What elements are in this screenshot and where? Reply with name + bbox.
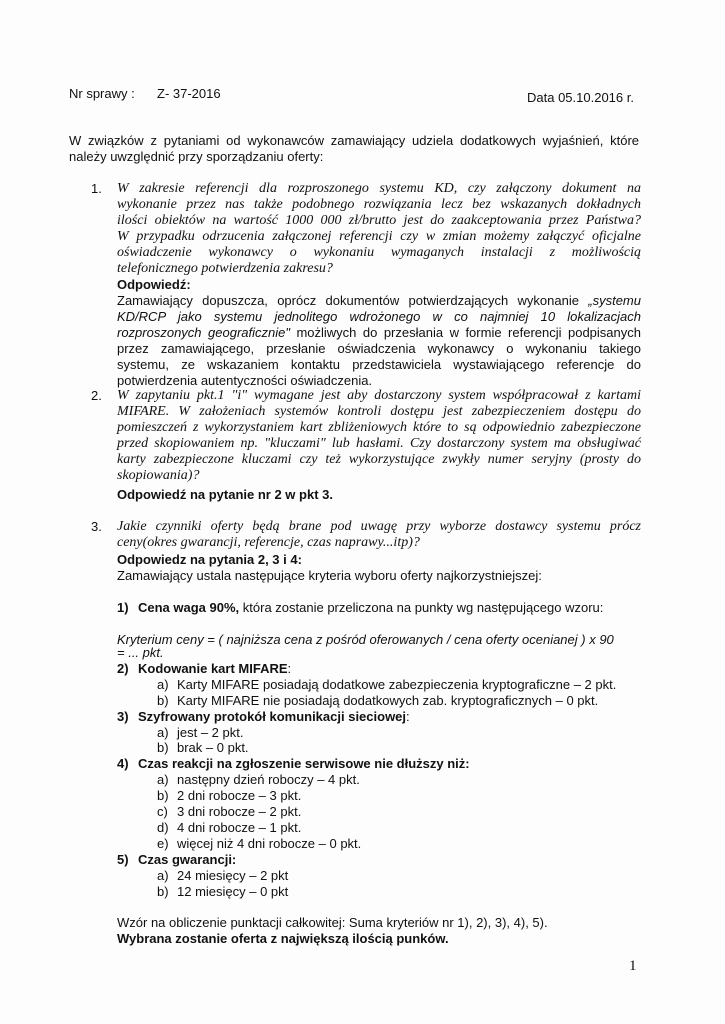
criterion-5-a-letter: a) <box>157 868 169 883</box>
criterion-5-b: 12 miesięcy – 0 pkt <box>177 884 289 899</box>
question-line: Jakie czynniki oferty będą brane pod uwagę przy wyborze dostawcy systemu prócz <box>117 519 641 534</box>
question-1-number: 1. <box>91 181 102 196</box>
answer-line: przez zamawiającego, przesłanie oświadczenia wykonawcy o wykonaniu takiego <box>117 341 641 356</box>
price-formula-line-2: = ... pkt. <box>117 645 164 660</box>
question-line: ilości obiektów na wartość 1000 000 zł/brutto jest do zaakceptowania przez Państwa? <box>117 213 641 228</box>
criterion-2-a: Karty MIFARE posiadają dodatkowe zabezpieczenia kryptograficzne – 2 pkt. <box>177 677 617 692</box>
question-line: skopiowania)? <box>117 468 200 483</box>
answer-line: Zamawiający dopuszcza, oprócz dokumentów potwierdzających wykonanie „systemu <box>117 293 641 308</box>
criterion-1: Cena waga 90%, która zostanie przeliczona na punkty wg następującego wzoru: <box>138 600 604 615</box>
winning-offer-rule: Wybrana zostanie oferta z największą ilością punków. <box>117 931 449 946</box>
intro-line: należy uwzględnić przy sporządzaniu oferty: <box>69 149 324 164</box>
answer-2: Odpowiedź na pytanie nr 2 w pkt 3. <box>117 487 333 502</box>
criterion-4-b-letter: b) <box>157 788 169 803</box>
question-line: pomieszczeń z wykorzystaniem kart zbliżeniowych które to są odpowiednio zabezpieczone <box>117 420 641 435</box>
criterion-4-d: 4 dni robocze – 1 pkt. <box>177 820 302 835</box>
answer-1-label: Odpowiedź: <box>117 277 191 292</box>
criterion-5-number: 5) <box>117 852 129 867</box>
case-number: Z- 37-2016 <box>157 86 221 101</box>
criterion-4-number: 4) <box>117 756 129 771</box>
intro-paragraph <box>69 133 639 165</box>
page-number: 1 <box>629 958 637 974</box>
total-score-formula: Wzór na obliczenie punktacji całkowitej: Suma kryteriów nr 1), 2), 3), 4), 5). <box>117 915 548 930</box>
criterion-4-d-letter: d) <box>157 820 169 835</box>
criterion-4-c-letter: c) <box>157 804 168 819</box>
criterion-2-b: Karty MIFARE nie posiadają dodatkowych zab. kryptograficznych – 0 pkt. <box>177 693 599 708</box>
answer-1 <box>117 277 641 389</box>
question-line: W zakresie referencji dla rozproszonego systemu KD, czy załączony dokument na <box>117 181 641 196</box>
answer-3-label: Odpowiedz na pytania 2, 3 i 4: <box>117 552 302 567</box>
question-line: MIFARE. W założeniach systemów kontroli dostępu jest zabezpieczeniem dostępu do <box>117 404 641 419</box>
question-line: wykonanie przez nas także podobnego rozwiązania lecz bez wskazanych dokładnych <box>117 197 641 212</box>
question-2-number: 2. <box>91 388 102 403</box>
criterion-3-b-letter: b) <box>157 740 169 755</box>
answer-3-intro: Zamawiający ustala następujące kryteria wyboru oferty najkorzystniejszej: <box>117 568 542 583</box>
criterion-4-title: Czas reakcji na zgłoszenie serwisowe nie dłuższy niż: <box>138 756 470 771</box>
question-3-number: 3. <box>91 519 102 534</box>
criterion-5-a: 24 miesięcy – 2 pkt <box>177 868 289 883</box>
case-label: Nr sprawy : <box>69 86 135 101</box>
answer-line: KD/RCP jako systemu jednolitego wdrożonego w co najmniej 10 lokalizacjach <box>117 309 641 324</box>
criterion-4-a: następny dzień roboczy – 4 pkt. <box>177 772 360 787</box>
criterion-3-a: jest – 2 pkt. <box>177 725 244 740</box>
criterion-1-number: 1) <box>117 600 129 615</box>
criterion-3-number: 3) <box>117 709 129 724</box>
question-line: W zapytaniu pkt.1 "i" wymagane jest aby dostarczony system współpracował z kartami <box>117 388 641 403</box>
question-line: przed skopiowaniem np. "kluczami" lub hasłami. Czy dostarczony system ma obsługiwać <box>117 436 641 451</box>
criterion-3-b: brak – 0 pkt. <box>177 740 249 755</box>
criterion-2-number: 2) <box>117 661 129 676</box>
criterion-5-b-letter: b) <box>157 884 169 899</box>
criterion-4-e: więcej niż 4 dni robocze – 0 pkt. <box>177 836 362 851</box>
intro-line: W związków z pytaniami od wykonawców zamawiający udziela dodatkowych wyjaśnień, które <box>69 133 639 148</box>
answer-line: potwierdzenia autentyczności oświadczenia. <box>117 373 373 388</box>
question-line: karty zabezpieczone kluczami czy też wykorzystujące zwykły numer seryjny (prosty do <box>117 452 641 467</box>
criterion-5-title: Czas gwarancji: <box>138 852 237 867</box>
criterion-4-a-letter: a) <box>157 772 169 787</box>
question-line: ceny(okres gwarancji, referencje, czas naprawy...itp)? <box>117 535 420 550</box>
question-line: oświadczenie wykonawcy o wykonaniu wymaganych instalacji z możliwością <box>117 245 641 260</box>
answer-line: systemu, ze wskazaniem kontaktu przedstawiciela wystawiającego referencje do <box>117 357 641 372</box>
question-line: W przypadku odrzucenia załączonej referencji czy w zmian możemy załączyć oficjalne <box>117 229 641 244</box>
question-1-text <box>117 181 641 277</box>
question-2-text <box>117 388 641 484</box>
question-line: telefonicznego potwierdzenia zakresu? <box>117 261 333 276</box>
price-formula-line-1: Kryterium ceny = ( najniższa cena z pośród oferowanych / cena oferty ocenianej ) x 90 <box>117 632 614 647</box>
criterion-2-b-letter: b) <box>157 693 169 708</box>
criterion-3-title: Szyfrowany protokół komunikacji sieciowej: <box>138 709 410 724</box>
answer-line: rozproszonych geograficznie" możliwych do przesłania w formie referencji podpisanych <box>117 325 641 340</box>
criterion-3-a-letter: a) <box>157 725 169 740</box>
criterion-4-b: 2 dni robocze – 3 pkt. <box>177 788 302 803</box>
criterion-2-a-letter: a) <box>157 677 169 692</box>
criterion-2-title: Kodowanie kart MIFARE: <box>138 661 292 676</box>
document-date: Data 05.10.2016 r. <box>527 90 634 105</box>
criterion-4-c: 3 dni robocze – 2 pkt. <box>177 804 302 819</box>
criterion-4-e-letter: e) <box>157 836 169 851</box>
question-3-text <box>117 519 641 551</box>
